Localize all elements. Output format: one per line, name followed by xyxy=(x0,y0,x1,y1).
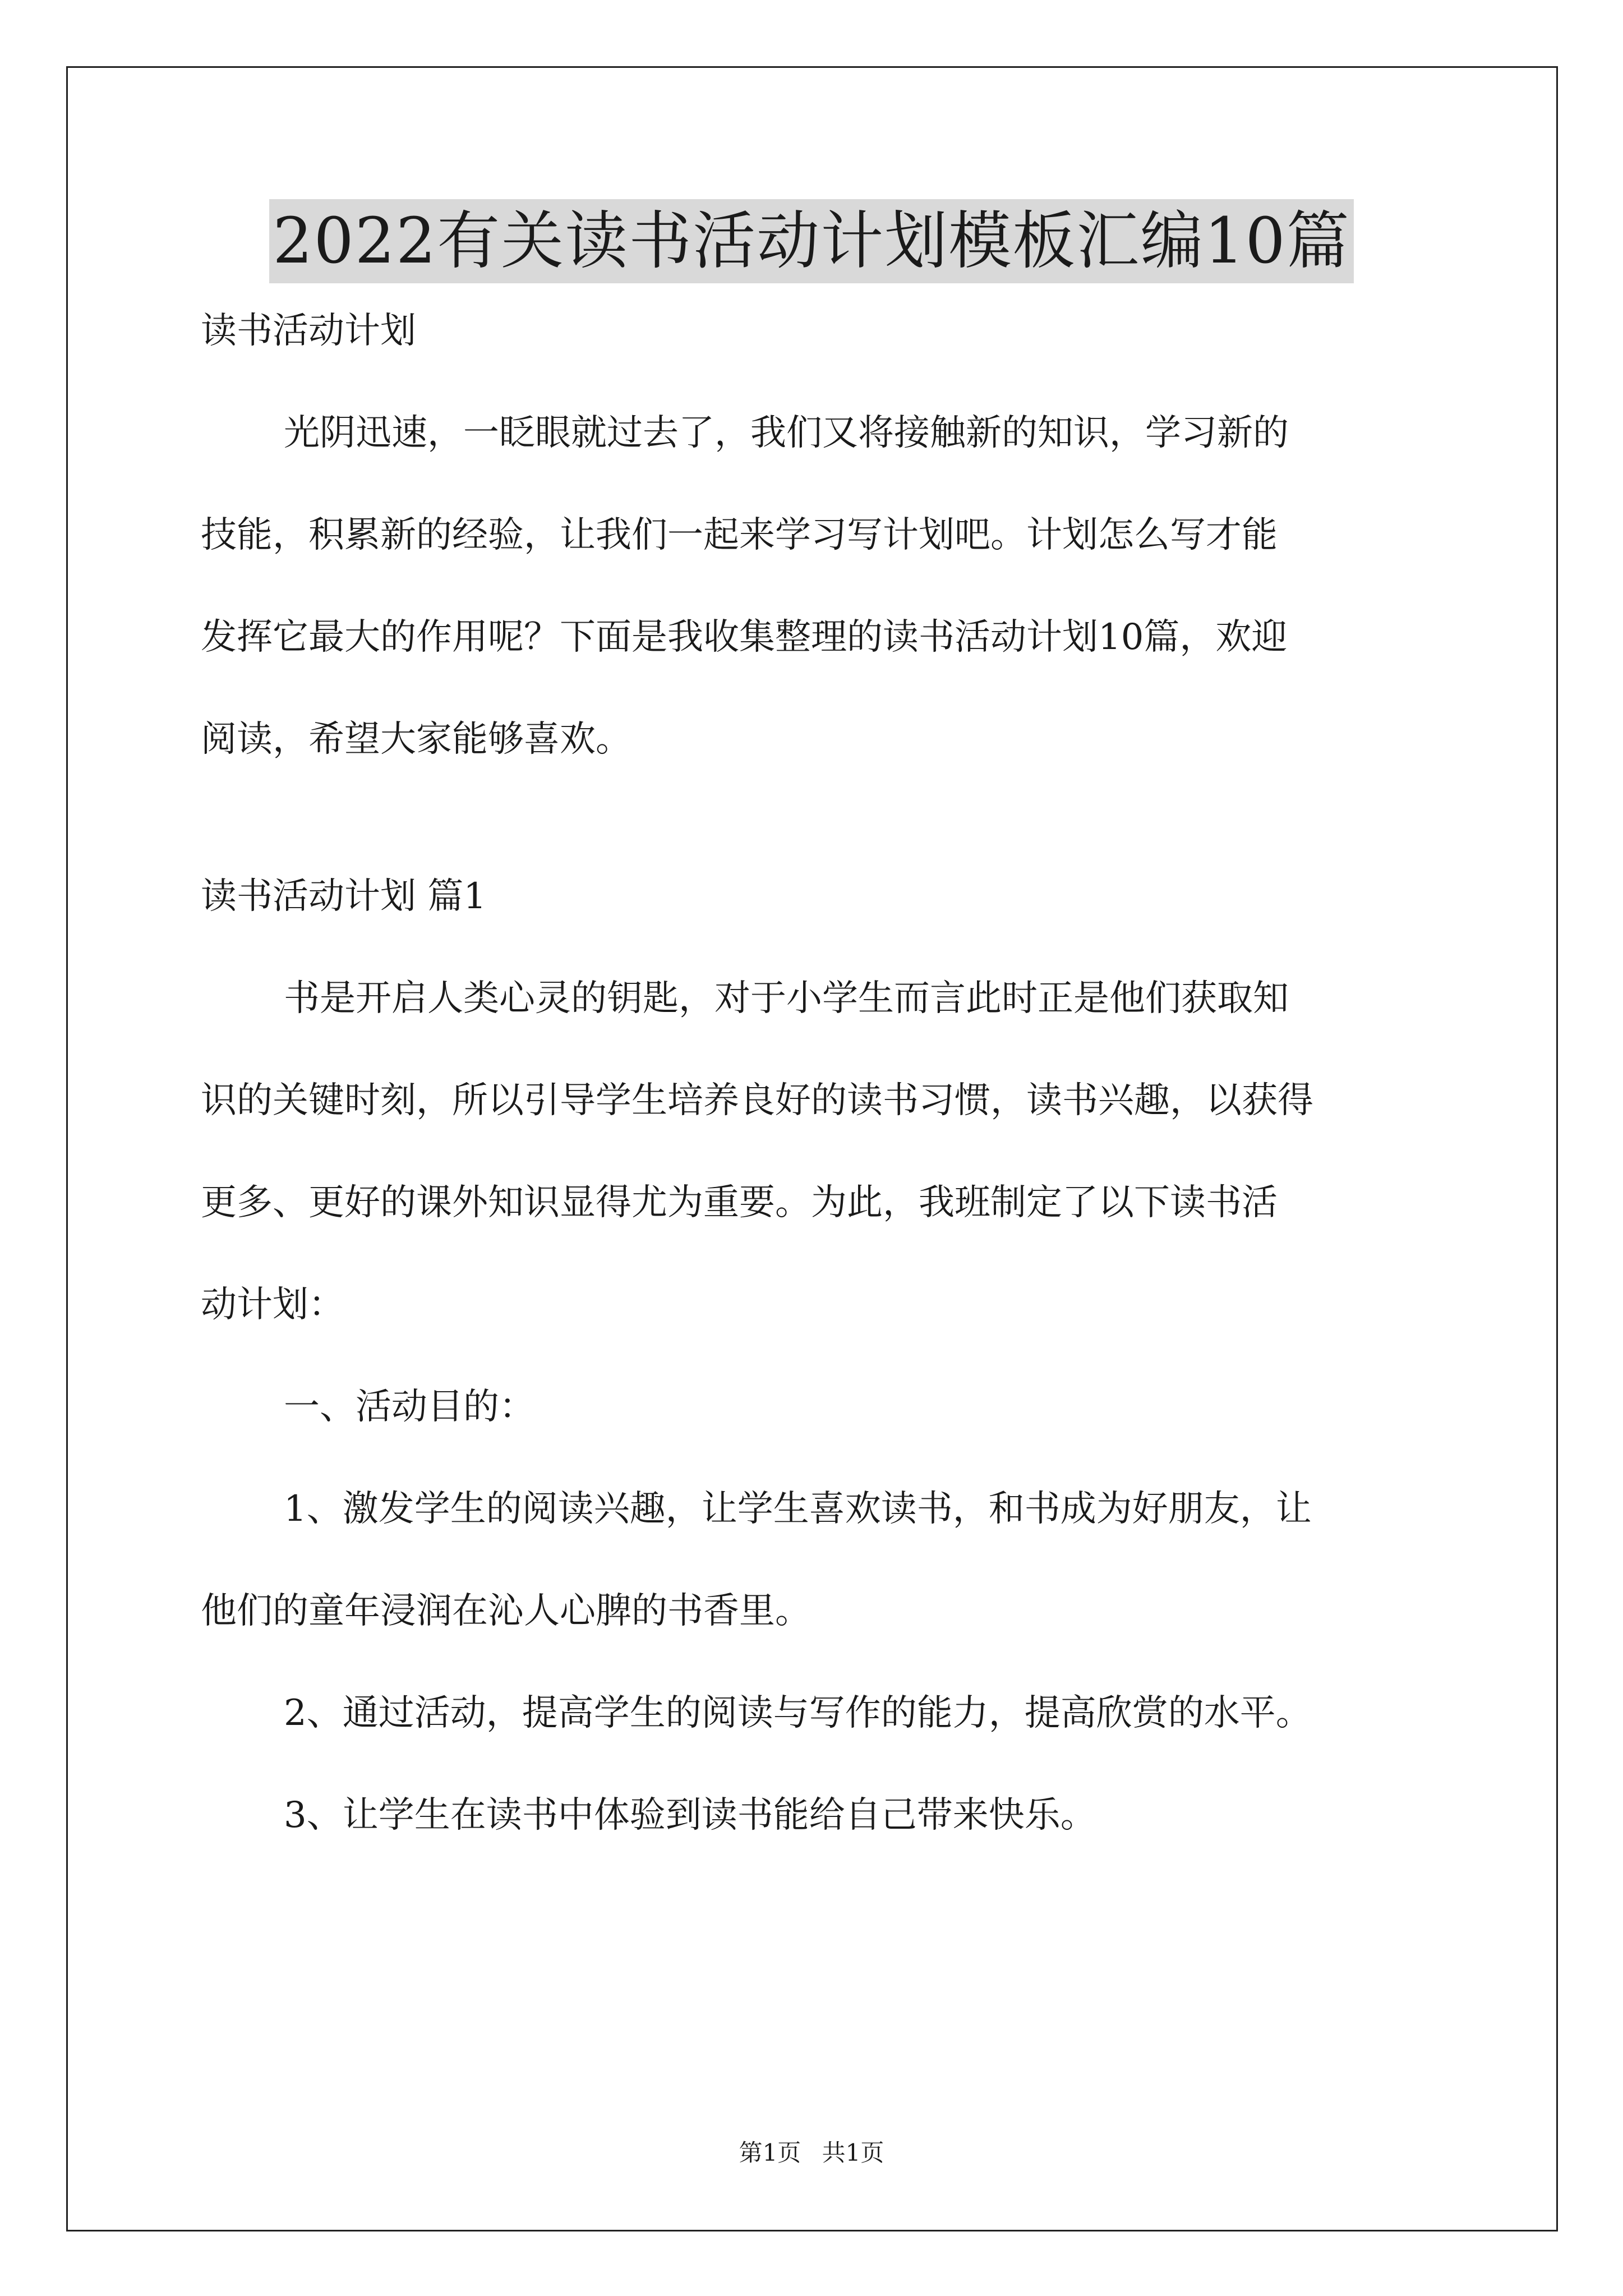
section-line: 更多、更好的课外知识显得尤为重要。为此，我班制定了以下读书活 xyxy=(201,1182,1278,1223)
goal-item: 2、通过活动，提高学生的阅读与写作的能力，提高欣赏的水平。 xyxy=(284,1692,1312,1734)
document-body xyxy=(201,303,1429,1843)
intro-line: 光阴迅速，一眨眼就过去了，我们又将接触新的知识，学习新的 xyxy=(284,412,1289,454)
intro-heading: 读书活动计划 xyxy=(201,310,416,352)
spacer xyxy=(201,1231,1429,1277)
goal-heading: 一、活动目的： xyxy=(284,1386,535,1428)
section-line: 识的关键时刻，所以引导学生培养良好的读书习惯，读书兴趣，以获得 xyxy=(201,1080,1313,1121)
spacer xyxy=(201,1129,1429,1175)
section-heading: 读书活动计划 篇1 xyxy=(201,876,487,917)
page-number: 第1页 xyxy=(739,2139,801,2166)
spacer xyxy=(201,461,1429,507)
spacer xyxy=(201,665,1429,711)
spacer xyxy=(201,924,1429,970)
spacer xyxy=(201,1537,1429,1583)
page-total: 共1页 xyxy=(822,2139,884,2166)
section-line: 动计划： xyxy=(201,1284,344,1326)
intro-line: 阅读，希望大家能够喜欢。 xyxy=(201,719,631,760)
spacer xyxy=(201,1027,1429,1073)
spacer xyxy=(201,767,1429,868)
spacer xyxy=(201,1639,1429,1685)
title-container xyxy=(0,199,1623,283)
section-line: 书是开启人类心灵的钥匙，对于小学生而言此时正是他们获取知 xyxy=(284,978,1289,1019)
intro-line: 技能，积累新的经验，让我们一起来学习写计划吧。计划怎么写才能 xyxy=(201,514,1278,556)
spacer xyxy=(201,359,1429,405)
goal-item: 他们的童年浸润在沁人心脾的书香里。 xyxy=(201,1590,811,1632)
spacer xyxy=(201,1435,1429,1481)
intro-line: 发挥它最大的作用呢？下面是我收集整理的读书活动计划10篇，欢迎 xyxy=(201,616,1288,658)
spacer xyxy=(201,1741,1429,1787)
spacer xyxy=(201,563,1429,609)
goal-item: 1、激发学生的阅读兴趣，让学生喜欢读书，和书成为好朋友，让 xyxy=(284,1488,1312,1530)
spacer xyxy=(201,1333,1429,1379)
goal-item: 3、让学生在读书中体验到读书能给自己带来快乐。 xyxy=(284,1795,1096,1836)
document-title: 2022有关读书活动计划模板汇编10篇 xyxy=(269,199,1354,283)
page-footer xyxy=(0,2136,1623,2170)
